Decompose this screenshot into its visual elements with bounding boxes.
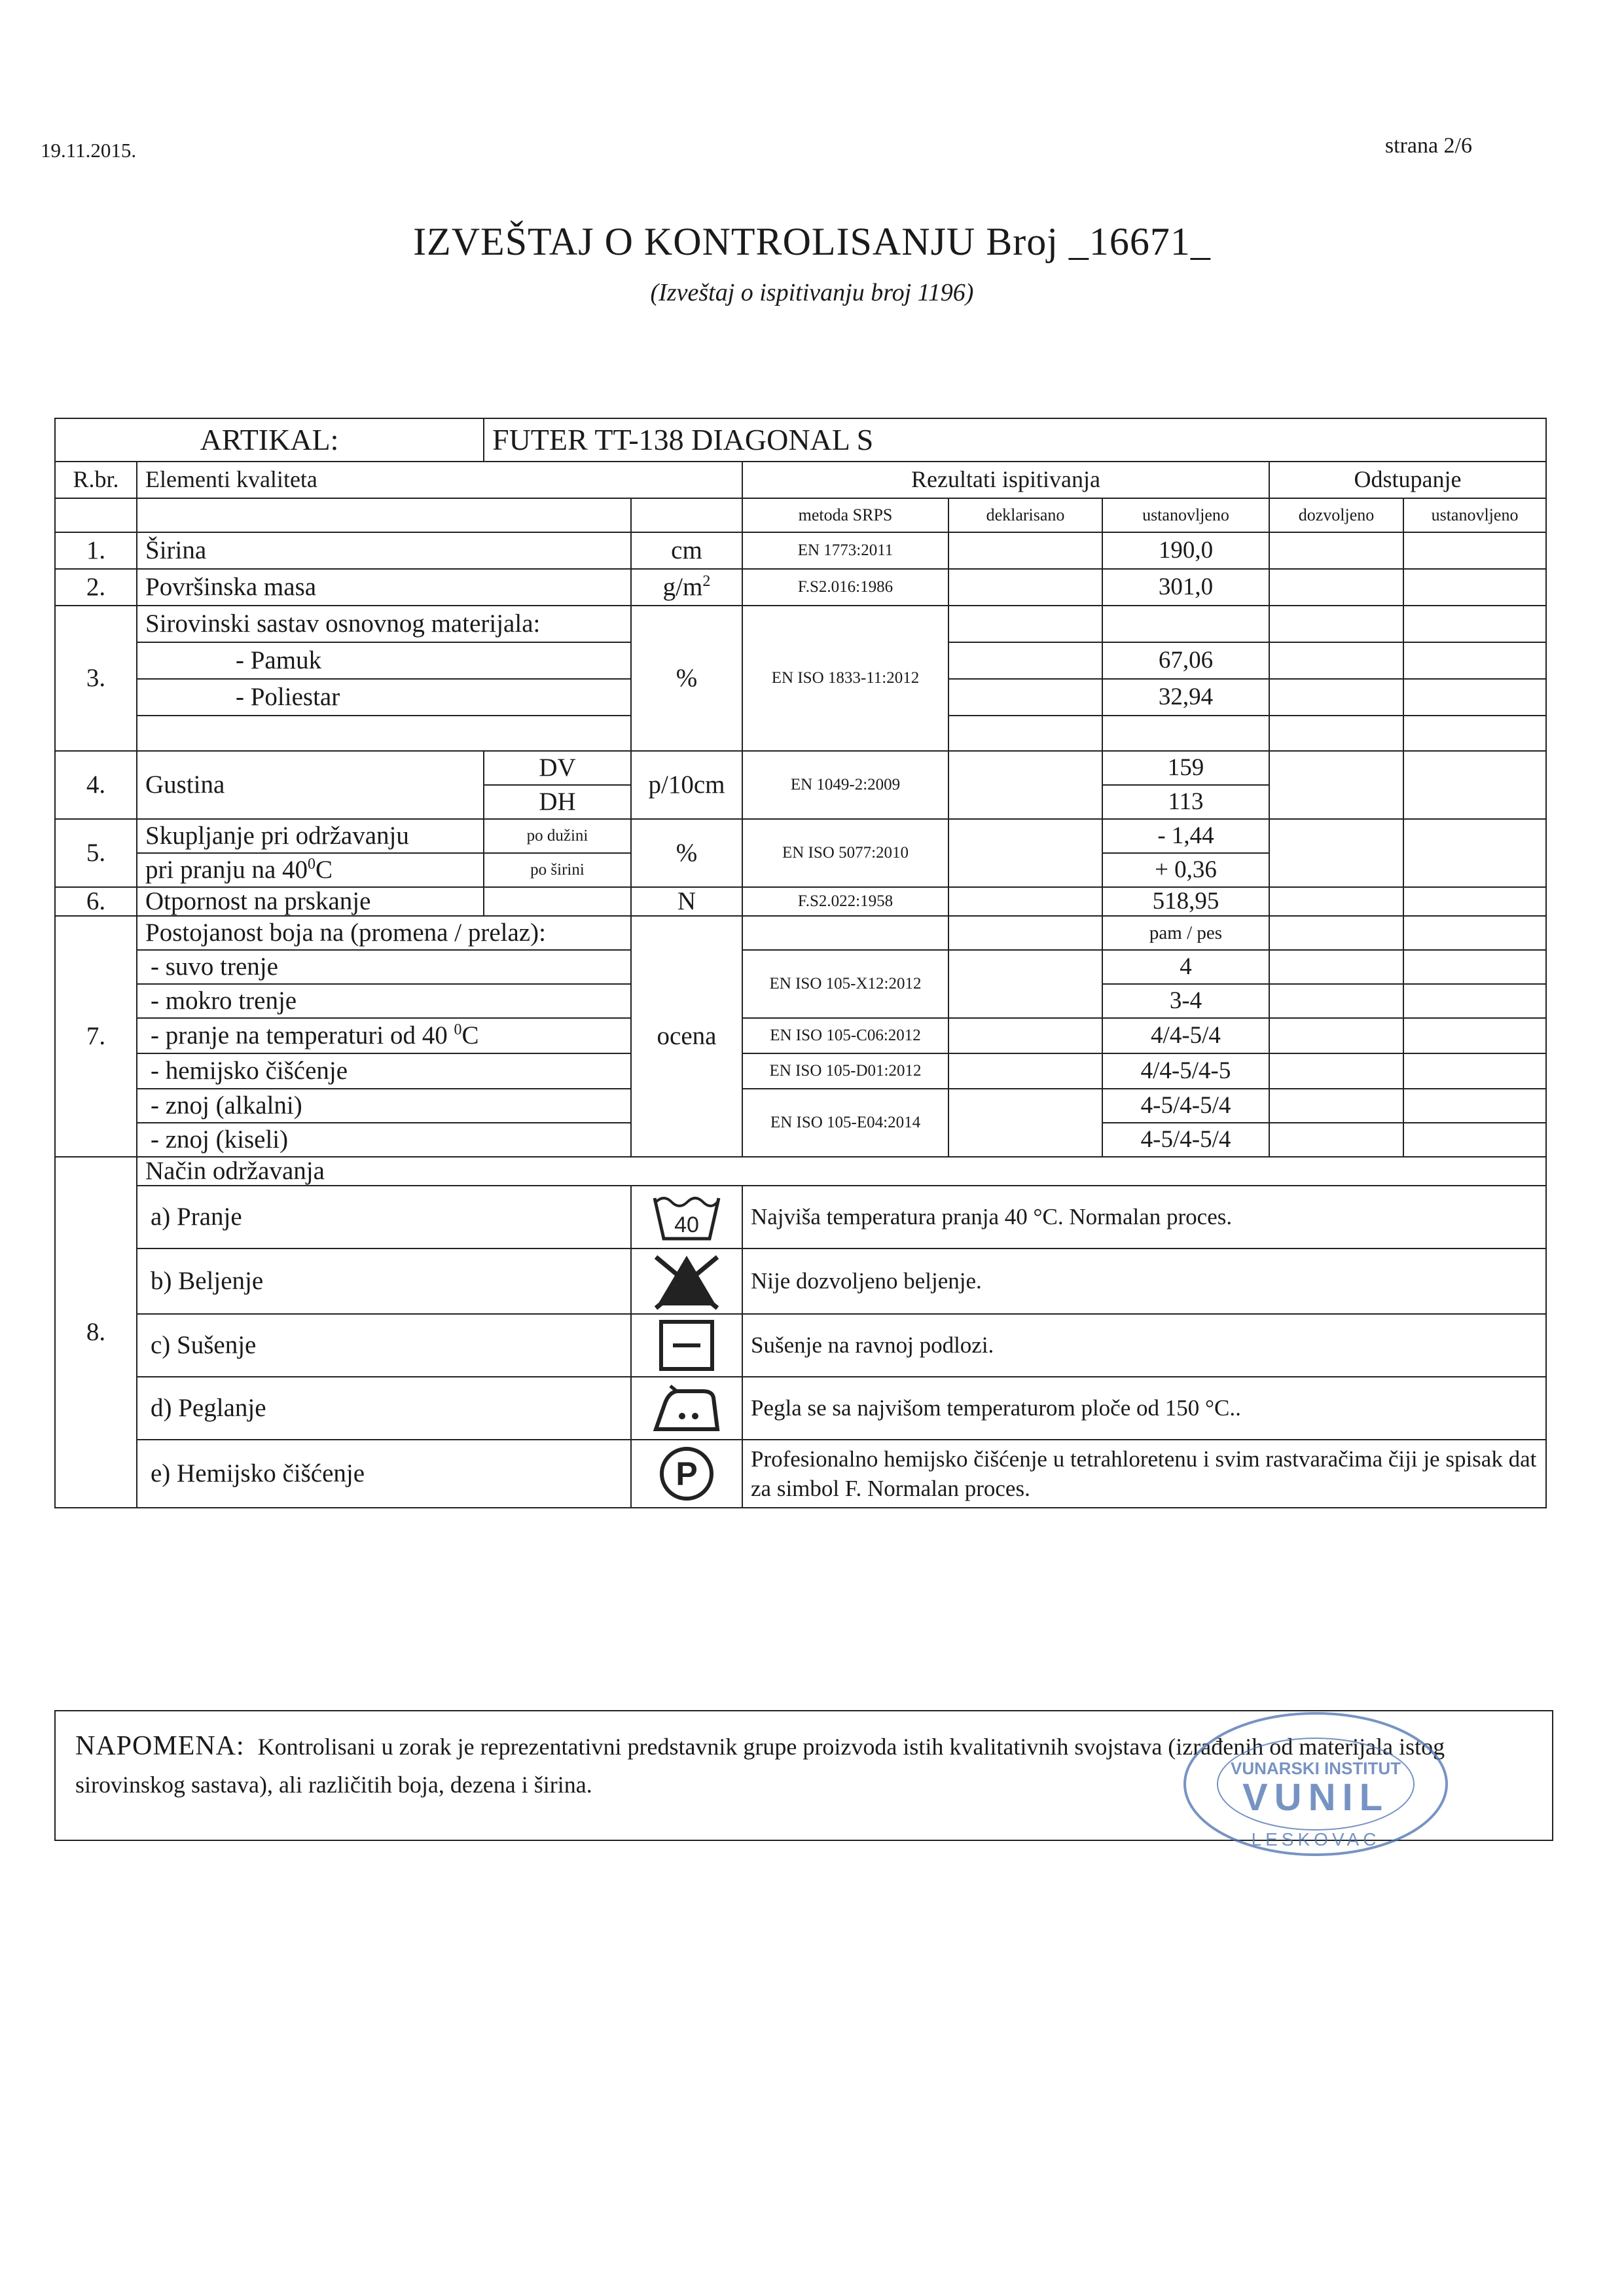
- row4-method: EN 1049-2:2009: [742, 751, 948, 819]
- empty-cell: [1269, 819, 1403, 887]
- row2-value: 301,0: [1102, 569, 1269, 606]
- header-odstupanje: Odstupanje: [1269, 462, 1546, 498]
- care-dry-label: c) Sušenje: [137, 1314, 631, 1377]
- care-wash-desc: Najviša temperatura pranja 40 °C. Normalan proces.: [742, 1186, 1546, 1248]
- empty-cell: [1102, 606, 1269, 642]
- empty-cell: [1269, 716, 1403, 751]
- empty-cell: [1269, 1018, 1403, 1053]
- iron-two-dots-icon: [631, 1377, 742, 1440]
- care-bleach-desc: Nije dozvoljeno beljenje.: [742, 1248, 1546, 1314]
- no-bleach-icon: [631, 1248, 742, 1314]
- row7-value3: 4/4-5/4: [1102, 1018, 1269, 1053]
- row7-method3: EN ISO 105-C06:2012: [742, 1018, 948, 1053]
- artikal-value: FUTER TT-138 DIAGONAL S: [484, 418, 1546, 462]
- empty-cell: [948, 716, 1102, 751]
- svg-text:40: 40: [674, 1212, 699, 1237]
- care-dryclean-label: e) Hemijsko čišćenje: [137, 1440, 631, 1508]
- row7-value4: 4/4-5/4-5: [1102, 1053, 1269, 1089]
- empty-cell: [1269, 1123, 1403, 1157]
- row7-sub6: - znoj (kiseli): [137, 1123, 631, 1157]
- empty-cell: [948, 1053, 1102, 1089]
- row3-value2: 32,94: [1102, 679, 1269, 716]
- row5-no: 5.: [55, 819, 137, 887]
- header-deklarisano: deklarisano: [948, 498, 1102, 532]
- row1-unit: cm: [631, 532, 742, 569]
- empty-cell: [1269, 751, 1403, 819]
- row3-no: 3.: [55, 606, 137, 751]
- row3-value1: 67,06: [1102, 642, 1269, 679]
- row1-deviation: [1403, 532, 1546, 569]
- row1-no: 1.: [55, 532, 137, 569]
- empty-cell: [1102, 716, 1269, 751]
- row5-name1: Skupljanje pri održavanju: [137, 819, 484, 853]
- empty-cell: [948, 1018, 1102, 1053]
- row6-unit: N: [631, 887, 742, 916]
- report-date: 19.11.2015.: [41, 139, 137, 162]
- row1-declared: [948, 532, 1102, 569]
- empty-cell: [1269, 984, 1403, 1018]
- header-metoda: metoda SRPS: [742, 498, 948, 532]
- empty-cell: [1403, 819, 1546, 887]
- header-dozvoljeno: dozvoljeno: [1269, 498, 1403, 532]
- row7-sub5: - znoj (alkalni): [137, 1089, 631, 1123]
- empty-cell: [948, 606, 1102, 642]
- empty-cell: [948, 887, 1102, 916]
- empty-cell: [948, 642, 1102, 679]
- row5-name2: pri pranju na $40^0C$: [137, 853, 484, 887]
- empty-cell: [948, 916, 1102, 950]
- row2-allowed: [1269, 569, 1403, 606]
- institute-stamp: [1178, 1705, 1453, 1863]
- row2-method: F.S2.016:1986: [742, 569, 948, 606]
- dry-flat-icon: [631, 1314, 742, 1377]
- empty-cell: [1403, 606, 1546, 642]
- row7-unit: ocena: [631, 916, 742, 1157]
- row4-sub2: DH: [484, 785, 631, 819]
- row7-sub1: - suvo trenje: [137, 950, 631, 984]
- empty-cell: [1403, 751, 1546, 819]
- empty-cell: [1269, 606, 1403, 642]
- row4-sub1: DV: [484, 751, 631, 785]
- row4-unit: p/10cm: [631, 751, 742, 819]
- row2-declared: [948, 569, 1102, 606]
- svg-text:P: P: [676, 1455, 698, 1492]
- empty-cell: [1403, 1123, 1546, 1157]
- care-bleach-label: b) Beljenje: [137, 1248, 631, 1314]
- header-elementi: Elementi kvaliteta: [137, 462, 742, 498]
- note-body: Kontrolisani u zorak je reprezentativni predstavnik grupe proizvoda istih kvalitativnih svojstava (izrađenih od materijala istog sirovinskog sastava), ali različitih boja, dezena i širina.: [75, 1734, 1445, 1798]
- empty-cell: [55, 498, 137, 532]
- row4-no: 4.: [55, 751, 137, 819]
- row5-sub1: po dužini: [484, 819, 631, 853]
- row6-name: Otpornost na prskanje: [137, 887, 484, 916]
- row4-value2: 113: [1102, 785, 1269, 819]
- header-rbr: R.br.: [55, 462, 137, 498]
- empty-cell: [1269, 916, 1403, 950]
- row7-no: 7.: [55, 916, 137, 1157]
- care-wash-label: a) Pranje: [137, 1186, 631, 1248]
- empty-cell: [1403, 1053, 1546, 1089]
- row6-value: 518,95: [1102, 887, 1269, 916]
- svg-text:LESKOVAC: LESKOVAC: [1251, 1829, 1380, 1850]
- row2-unit: $g/m^2$: [631, 569, 742, 606]
- empty-cell: [1269, 1053, 1403, 1089]
- row5-value1: - 1,44: [1102, 819, 1269, 853]
- note-label: NAPOMENA:: [75, 1731, 245, 1761]
- row7-value1: 4: [1102, 950, 1269, 984]
- empty-cell: [1269, 642, 1403, 679]
- row1-allowed: [1269, 532, 1403, 569]
- empty-cell: [948, 751, 1102, 819]
- empty-cell: [1269, 679, 1403, 716]
- empty-cell: [137, 498, 631, 532]
- row7-sub3: - pranje na temperaturi od 40 $^0$C: [137, 1018, 631, 1053]
- svg-text:VUNARSKI INSTITUT: VUNARSKI INSTITUT: [1231, 1758, 1401, 1778]
- empty-cell: [631, 498, 742, 532]
- row4-value1: 159: [1102, 751, 1269, 785]
- row3-sub1: - Pamuk: [137, 642, 631, 679]
- care-dryclean-desc: Profesionalno hemijsko čišćenje u tetrahloretenu i svim rastvaračima čiji je spisak dat za simbol F. Normalan proces.: [742, 1440, 1546, 1508]
- row7-name: Postojanost boja na (promena / prelaz):: [137, 916, 631, 950]
- empty-cell: [1269, 1089, 1403, 1123]
- header-ustanovljeno: ustanovljeno: [1102, 498, 1269, 532]
- empty-cell: [1403, 984, 1546, 1018]
- empty-cell: [948, 950, 1102, 1018]
- empty-cell: [137, 716, 631, 751]
- care-iron-desc: Pegla se sa najvišom temperaturom ploče od 150 °C..: [742, 1377, 1546, 1440]
- empty-cell: [484, 887, 631, 916]
- row7-method12: EN ISO 105-X12:2012: [742, 950, 948, 1018]
- row7-sub2: - mokro trenje: [137, 984, 631, 1018]
- care-iron-label: d) Peglanje: [137, 1377, 631, 1440]
- row4-name: Gustina: [137, 751, 484, 819]
- row5-unit: %: [631, 819, 742, 887]
- empty-cell: [948, 679, 1102, 716]
- row5-method: EN ISO 5077:2010: [742, 819, 948, 887]
- row5-sub2: po širini: [484, 853, 631, 887]
- quality-table: [54, 418, 1547, 1508]
- empty-cell: [1403, 887, 1546, 916]
- empty-cell: [1403, 679, 1546, 716]
- empty-cell: [1403, 916, 1546, 950]
- empty-cell: [1403, 1089, 1546, 1123]
- row2-no: 2.: [55, 569, 137, 606]
- row2-name: Površinska masa: [137, 569, 631, 606]
- header-ustanovljeno-odst: ustanovljeno: [1403, 498, 1546, 532]
- row7-value6: 4-5/4-5/4: [1102, 1123, 1269, 1157]
- artikal-label: ARTIKAL:: [55, 418, 484, 462]
- row7-sub4: - hemijsko čišćenje: [137, 1053, 631, 1089]
- row8-no: 8.: [55, 1157, 137, 1508]
- row2-deviation: [1403, 569, 1546, 606]
- empty-cell: [948, 819, 1102, 887]
- care-dry-desc: Sušenje na ravnoj podlozi.: [742, 1314, 1546, 1377]
- empty-cell: [1269, 950, 1403, 984]
- empty-cell: [948, 1089, 1102, 1157]
- svg-text:VUNIL: VUNIL: [1242, 1776, 1389, 1819]
- row7-method4: EN ISO 105-D01:2012: [742, 1053, 948, 1089]
- row6-no: 6.: [55, 887, 137, 916]
- empty-cell: [1403, 950, 1546, 984]
- empty-cell: [742, 916, 948, 950]
- report-subtitle: (Izveštaj o ispitivanju broj 1196): [650, 279, 974, 306]
- wash-40-icon: [631, 1186, 742, 1248]
- row7-method56: EN ISO 105-E04:2014: [742, 1089, 948, 1157]
- empty-cell: [1403, 716, 1546, 751]
- row6-method: F.S2.022:1958: [742, 887, 948, 916]
- row5-value2: + 0,36: [1102, 853, 1269, 887]
- dry-clean-p-icon: [631, 1440, 742, 1508]
- row1-method: EN 1773:2011: [742, 532, 948, 569]
- row8-name: Način održavanja: [137, 1157, 1546, 1186]
- report-title: IZVEŠTAJ O KONTROLISANJU Broj _16671_: [413, 220, 1211, 263]
- empty-cell: [1403, 642, 1546, 679]
- row3-method: EN ISO 1833-11:2012: [742, 606, 948, 751]
- page-number: strana 2/6: [1384, 134, 1472, 158]
- row7-value5: 4-5/4-5/4: [1102, 1089, 1269, 1123]
- row3-name: Sirovinski sastav osnovnog materijala:: [137, 606, 631, 642]
- row7-value2: 3-4: [1102, 984, 1269, 1018]
- row1-value: 190,0: [1102, 532, 1269, 569]
- row1-name: Širina: [137, 532, 631, 569]
- empty-cell: [1269, 887, 1403, 916]
- header-rezultati: Rezultati ispitivanja: [742, 462, 1269, 498]
- row3-unit: %: [631, 606, 742, 751]
- empty-cell: [1403, 1018, 1546, 1053]
- row3-sub2: - Poliestar: [137, 679, 631, 716]
- row7-head-value: pam / pes: [1102, 916, 1269, 950]
